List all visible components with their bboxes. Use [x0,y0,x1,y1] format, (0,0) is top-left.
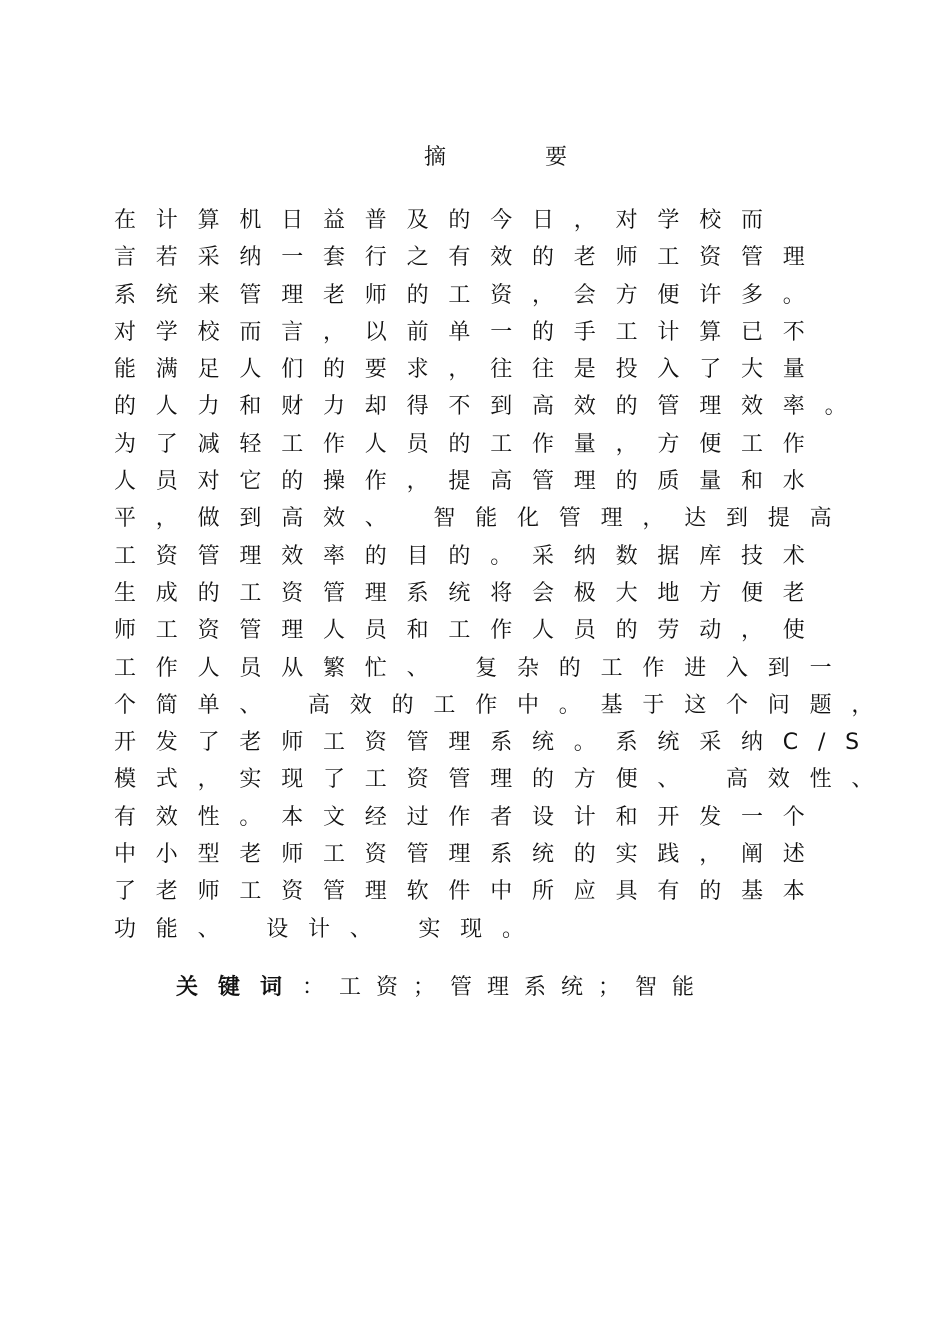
keywords-line [176,970,709,1001]
abstract-line: 系统来管理老师的工资，会方便许多。 [114,282,825,308]
abstract-line: 了老师工资管理软件中所应具有的基本 [114,879,825,905]
abstract-line: 在计算机日益普及的今日，对学校而 [114,208,783,233]
abstract-line: 中小型老师工资管理系统的实践，阐述 [114,842,825,868]
abstract-line: 工资管理效率的目的。采纳数据库技术 [114,543,825,569]
abstract-line: 个简单、 高效的工作中。基于这个问题， [114,692,894,718]
abstract-line: 功能、 设计、 实现。 [114,916,544,942]
abstract-line: 工作人员从繁忙、 复杂的工作进入到一 [114,655,852,681]
abstract-line: 模式，实现了工资管理的方便、 高效性、 [114,767,894,793]
abstract-line: 能满足人们的要求，往往是投入了大量 [114,357,825,383]
abstract-line: 生成的工资管理系统将会极大地方便老 [114,580,825,606]
abstract-line: 有效性。本文经过作者设计和开发一个 [114,804,825,830]
abstract-line: 对学校而言，以前单一的手工计算已不 [114,319,825,345]
abstract-line: 师工资管理人员和工作人员的劳动，使 [114,618,825,644]
abstract-title: 摘 要 [424,145,613,170]
abstract-line: 言若采纳一套行之有效的老师工资管理 [114,245,825,271]
abstract-body [114,202,894,948]
abstract-line: 平，做到高效、 智能化管理，达到提高 [114,506,852,532]
abstract-line: 为了减轻工作人员的工作量，方便工作 [114,431,825,457]
keywords-text: ：工资；管理系统；智能 [302,975,710,1000]
abstract-line: 人员对它的操作，提高管理的质量和水 [114,469,825,495]
abstract-line: 开发了老师工资管理系统。系统采纳C/S [114,730,879,756]
abstract-line: 的人力和财力却得不到高效的管理效率。 [114,394,867,420]
keywords-label: 关键词 [176,975,303,1000]
